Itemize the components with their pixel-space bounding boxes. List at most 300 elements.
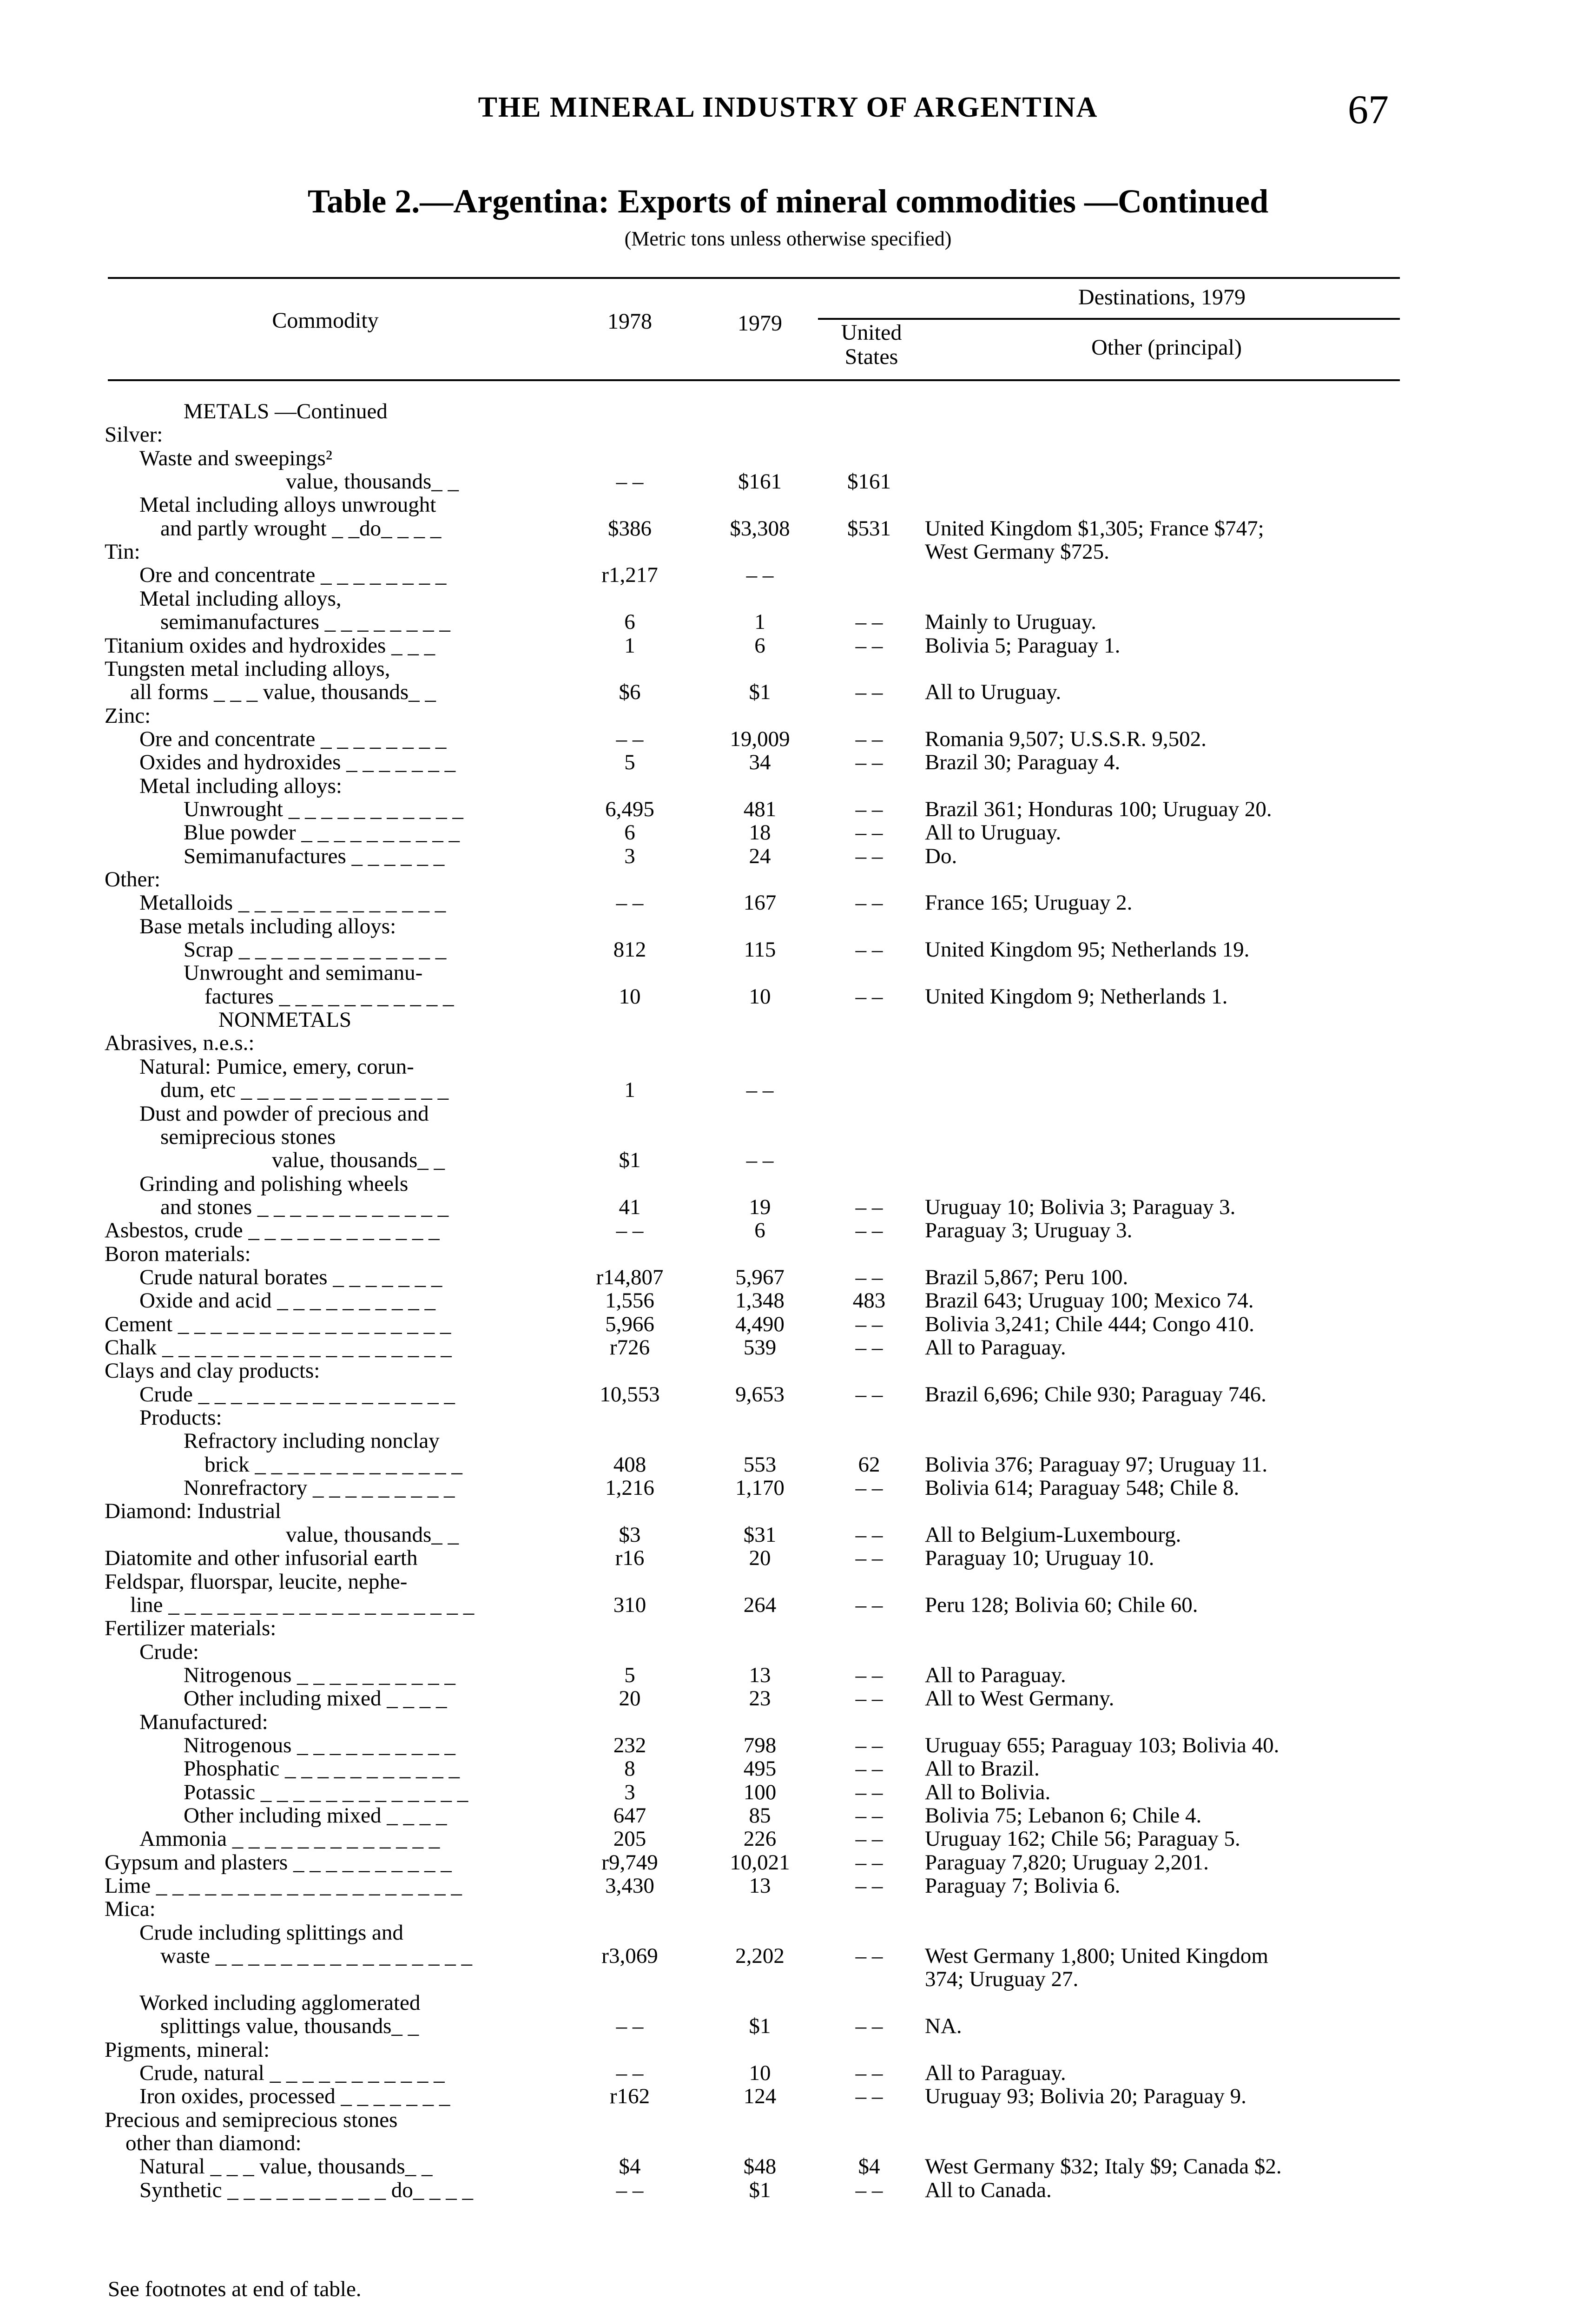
table-row <box>0 2131 1576 2156</box>
other-destinations-cell: Uruguay 93; Bolivia 20; Paraguay 9. <box>925 2084 1246 2109</box>
commodity-cell: Refractory including nonclay <box>184 1429 440 1453</box>
commodity-cell: Nitrogenous _ _ _ _ _ _ _ _ _ _ <box>184 1733 455 1757</box>
other-destinations-cell: Brazil 30; Paraguay 4. <box>925 750 1121 775</box>
united-states-cell: – – <box>855 1827 883 1851</box>
other-destinations-cell: All to Uruguay. <box>925 820 1062 845</box>
value-1978-cell: r726 <box>609 1335 650 1360</box>
commodity-cell: line _ _ _ _ _ _ _ _ _ _ _ _ _ _ _ _ _ _ _ <box>130 1592 475 1617</box>
commodity-cell: Nonrefractory _ _ _ _ _ _ _ _ _ <box>184 1476 455 1500</box>
commodity-cell: Other including mixed _ _ _ _ <box>184 1686 447 1711</box>
value-1979-cell: 226 <box>743 1827 777 1851</box>
table-row <box>0 1686 1576 1711</box>
value-1979-cell: 115 <box>744 938 776 962</box>
commodity-cell: Scrap _ _ _ _ _ _ _ _ _ _ _ _ _ <box>184 938 447 962</box>
value-1979-cell: 19,009 <box>730 726 790 751</box>
other-destinations-cell: All to Canada. <box>925 2178 1052 2202</box>
other-destinations-cell: United Kingdom 9; Netherlands 1. <box>925 984 1228 1009</box>
other-destinations-cell: Uruguay 655; Paraguay 103; Bolivia 40. <box>925 1733 1279 1757</box>
value-1978-cell: – – <box>616 891 644 915</box>
other-destinations-cell: Bolivia 5; Paraguay 1. <box>925 633 1121 658</box>
value-1978-cell: 205 <box>613 1827 646 1851</box>
commodity-cell: Pigments, mineral: <box>105 2037 270 2062</box>
united-states-cell: – – <box>855 1686 883 1711</box>
value-1978-cell: $386 <box>608 516 652 541</box>
commodity-cell: Fertilizer materials: <box>105 1616 277 1641</box>
united-states-cell: $531 <box>847 516 891 541</box>
col-commodity-header: Commodity <box>272 308 379 333</box>
col-1979-header: 1979 <box>738 311 782 336</box>
value-1978-cell: 812 <box>613 938 646 962</box>
value-1978-cell: 232 <box>613 1733 646 1757</box>
table-row <box>0 1358 1576 1383</box>
commodity-cell: Ore and concentrate _ _ _ _ _ _ _ _ <box>139 726 447 751</box>
commodity-cell: all forms _ _ _ value, thousands_ _ <box>130 680 436 705</box>
table-row <box>0 2014 1576 2039</box>
commodity-cell: Other: <box>105 867 161 891</box>
table-row <box>0 1288 1576 1313</box>
table-row <box>0 1077 1576 1103</box>
table-row <box>0 446 1576 471</box>
table-row <box>0 1382 1576 1407</box>
other-destinations-cell: All to Paraguay. <box>925 1663 1066 1687</box>
united-states-cell: – – <box>855 1265 883 1289</box>
commodity-cell: Cement _ _ _ _ _ _ _ _ _ _ _ _ _ _ _ _ _ <box>105 1312 451 1336</box>
table-row <box>0 1873 1576 1898</box>
value-1978-cell: 20 <box>619 1686 641 1711</box>
table-row <box>0 937 1576 962</box>
table-row <box>0 1335 1576 1360</box>
value-1979-cell: 34 <box>749 750 771 775</box>
commodity-cell: Crude including splittings and <box>139 1920 403 1945</box>
commodity-cell: Ammonia _ _ _ _ _ _ _ _ _ _ _ _ _ <box>139 1827 440 1851</box>
table-row <box>0 820 1576 845</box>
united-states-cell: – – <box>855 1733 883 1757</box>
commodity-cell: Chalk _ _ _ _ _ _ _ _ _ _ _ _ _ _ _ _ _ _ <box>105 1335 452 1360</box>
table-row <box>0 960 1576 985</box>
united-states-cell: – – <box>855 938 883 962</box>
value-1978-cell: $4 <box>619 2154 641 2179</box>
table-row <box>0 1733 1576 1758</box>
commodity-cell: factures _ _ _ _ _ _ _ _ _ _ _ <box>204 984 454 1009</box>
value-1978-cell: 8 <box>624 1756 635 1781</box>
value-1979-cell: 495 <box>743 1756 777 1781</box>
united-states-cell: – – <box>855 2084 883 2109</box>
other-destinations-cell: All to Bolivia. <box>925 1780 1051 1804</box>
united-states-cell: – – <box>855 984 883 1009</box>
commodity-cell: splittings value, thousands_ _ <box>160 2014 419 2039</box>
table-row <box>0 1218 1576 1243</box>
commodity-cell: Crude _ _ _ _ _ _ _ _ _ _ _ _ _ _ _ _ <box>139 1382 455 1406</box>
commodity-cell: Other including mixed _ _ _ _ <box>184 1803 447 1828</box>
value-1978-cell: 1,556 <box>605 1288 654 1313</box>
table-row <box>0 750 1576 775</box>
commodity-cell: Natural: Pumice, emery, corun- <box>139 1054 414 1079</box>
table-row <box>0 1428 1576 1453</box>
table-row <box>0 1896 1576 1921</box>
table-row <box>0 867 1576 892</box>
value-1979-cell: $161 <box>738 469 782 494</box>
value-1978-cell: $6 <box>619 680 641 705</box>
united-states-cell: – – <box>855 1312 883 1336</box>
united-states-cell: – – <box>855 1850 883 1875</box>
table-subtitle: (Metric tons unless otherwise specified) <box>624 227 952 250</box>
commodity-cell: Lime _ _ _ _ _ _ _ _ _ _ _ _ _ _ _ _ _ _ _ <box>105 1874 462 1898</box>
table-row <box>0 1241 1576 1267</box>
other-destinations-cell: West Germany 1,800; United Kingdom <box>925 1944 1268 1968</box>
table-row <box>0 492 1576 517</box>
value-1978-cell: – – <box>616 1218 644 1243</box>
table-row <box>0 1265 1576 1290</box>
value-1979-cell: 10,021 <box>730 1850 790 1875</box>
table-row <box>0 797 1576 822</box>
commodity-cell: Oxide and acid _ _ _ _ _ _ _ _ _ _ <box>139 1288 436 1313</box>
united-states-cell: – – <box>855 1663 883 1687</box>
value-1979-cell: 167 <box>743 891 777 915</box>
value-1978-cell: 6 <box>624 610 635 634</box>
table-row <box>0 1101 1576 1126</box>
commodity-cell: waste _ _ _ _ _ _ _ _ _ _ _ _ _ _ _ _ <box>160 1944 473 1968</box>
commodity-cell: Diatomite and other infusorial earth <box>105 1546 418 1571</box>
table-row <box>0 844 1576 869</box>
united-states-cell: – – <box>855 891 883 915</box>
table-row <box>0 1967 1576 1992</box>
table-title: Table 2.—Argentina: Exports of mineral commodities —Continued <box>307 183 1269 220</box>
united-states-cell: – – <box>855 1874 883 1898</box>
commodity-cell: Oxides and hydroxides _ _ _ _ _ _ _ <box>139 750 456 775</box>
table-row <box>0 399 1576 424</box>
united-states-cell: – – <box>855 797 883 821</box>
table-row <box>0 586 1576 611</box>
table-row <box>0 1195 1576 1220</box>
value-1979-cell: 85 <box>749 1803 771 1828</box>
united-states-cell: – – <box>855 1780 883 1804</box>
united-states-cell: – – <box>855 1592 883 1617</box>
commodity-cell: METALS —Continued <box>184 399 388 423</box>
commodity-cell: value, thousands_ _ <box>286 469 459 494</box>
col-destinations-header: Destinations, 1979 <box>1078 285 1246 310</box>
other-destinations-cell: Bolivia 376; Paraguay 97; Uruguay 11. <box>925 1452 1268 1477</box>
commodity-cell: Titanium oxides and hydroxides _ _ _ <box>105 633 435 658</box>
commodity-cell: Nitrogenous _ _ _ _ _ _ _ _ _ _ <box>184 1663 455 1687</box>
value-1979-cell: 18 <box>749 820 771 845</box>
value-1979-cell: 100 <box>743 1780 777 1804</box>
value-1979-cell: 19 <box>749 1195 771 1219</box>
table-row <box>0 1780 1576 1805</box>
value-1978-cell: 3 <box>624 1780 635 1804</box>
other-destinations-cell: United Kingdom $1,305; France $747; <box>925 516 1264 541</box>
value-1978-cell: 1,216 <box>605 1476 654 1500</box>
table-row <box>0 1569 1576 1594</box>
commodity-cell: Abrasives, n.e.s.: <box>105 1031 255 1056</box>
other-destinations-cell: Brazil 6,696; Chile 930; Paraguay 746. <box>925 1382 1266 1406</box>
value-1978-cell: r3,069 <box>601 1944 658 1968</box>
value-1979-cell: $1 <box>749 680 771 705</box>
united-states-cell: – – <box>855 1476 883 1500</box>
value-1979-cell: 9,653 <box>735 1382 785 1406</box>
table-row <box>0 1850 1576 1875</box>
united-states-cell: – – <box>855 1546 883 1571</box>
other-destinations-cell: 374; Uruguay 27. <box>925 1967 1079 1992</box>
table-row <box>0 1007 1576 1032</box>
value-1978-cell: 1 <box>624 1078 635 1103</box>
value-1979-cell: $1 <box>749 2014 771 2039</box>
commodity-cell: Metal including alloys, <box>139 586 342 611</box>
commodity-cell: and partly wrought _ _do_ _ _ _ <box>160 516 442 541</box>
commodity-cell: Crude: <box>139 1639 199 1664</box>
value-1978-cell: 5 <box>624 1663 635 1687</box>
value-1979-cell: – – <box>746 1148 774 1173</box>
table-row <box>0 726 1576 752</box>
commodity-cell: Metal including alloys: <box>139 773 342 798</box>
commodity-cell: Blue powder _ _ _ _ _ _ _ _ _ _ <box>184 820 460 845</box>
table-row <box>0 2037 1576 2062</box>
col-1978-header: 1978 <box>607 309 652 334</box>
united-states-cell: – – <box>855 726 883 751</box>
united-states-cell: – – <box>855 680 883 705</box>
value-1979-cell: 10 <box>749 2060 771 2085</box>
other-destinations-cell: Uruguay 162; Chile 56; Paraguay 5. <box>925 1827 1240 1851</box>
other-destinations-cell: Romania 9,507; U.S.S.R. 9,502. <box>925 726 1207 751</box>
table-row <box>0 1545 1576 1571</box>
value-1979-cell: 1,170 <box>735 1476 785 1500</box>
commodity-cell: Zinc: <box>105 703 151 728</box>
value-1978-cell: r16 <box>615 1546 645 1571</box>
table-row <box>0 2084 1576 2109</box>
value-1978-cell: 408 <box>613 1452 646 1477</box>
value-1979-cell: $3,308 <box>730 516 790 541</box>
other-destinations-cell: Do. <box>925 844 957 868</box>
united-states-cell: – – <box>855 1195 883 1219</box>
other-destinations-cell: All to West Germany. <box>925 1686 1114 1711</box>
table-row <box>0 1499 1576 1524</box>
table-row <box>0 633 1576 658</box>
commodity-cell: Feldspar, fluorspar, leucite, nephe- <box>105 1569 408 1594</box>
table-row <box>0 1452 1576 1477</box>
table-row <box>0 562 1576 588</box>
value-1979-cell: 5,967 <box>735 1265 785 1289</box>
commodity-cell: Silver: <box>105 423 163 447</box>
commodity-cell: value, thousands_ _ <box>272 1148 445 1173</box>
united-states-cell: – – <box>855 750 883 775</box>
value-1978-cell: $1 <box>619 1148 641 1173</box>
table-row <box>0 469 1576 494</box>
value-1979-cell: – – <box>746 1078 774 1103</box>
table-row <box>0 914 1576 939</box>
table-row <box>0 2154 1576 2179</box>
table-row <box>0 1475 1576 1500</box>
united-states-cell: 62 <box>858 1452 880 1477</box>
table-row <box>0 1639 1576 1664</box>
commodity-cell: Mica: <box>105 1897 156 1921</box>
table-row <box>0 1943 1576 1968</box>
other-destinations-cell: Mainly to Uruguay. <box>925 610 1096 634</box>
united-states-cell: – – <box>855 2060 883 2085</box>
table-row <box>0 2060 1576 2086</box>
value-1978-cell: 6 <box>624 820 635 845</box>
value-1978-cell: 310 <box>613 1592 646 1617</box>
value-1978-cell: 41 <box>619 1195 641 1219</box>
other-destinations-cell: West Germany $32; Italy $9; Canada $2. <box>925 2154 1282 2179</box>
table-row <box>0 2178 1576 2203</box>
other-destinations-cell: All to Belgium-Luxembourg. <box>925 1522 1181 1547</box>
value-1979-cell: – – <box>746 563 774 588</box>
united-states-cell: – – <box>855 1218 883 1243</box>
value-1978-cell: 1 <box>624 633 635 658</box>
value-1978-cell: – – <box>616 2060 644 2085</box>
united-states-cell: – – <box>855 2178 883 2202</box>
value-1978-cell: 10 <box>619 984 641 1009</box>
table-row <box>0 1312 1576 1337</box>
table-row <box>0 1710 1576 1735</box>
commodity-cell: NONMETALS <box>218 1008 352 1032</box>
commodity-cell: Waste and sweepings² <box>139 446 332 470</box>
value-1979-cell: 6 <box>754 633 765 658</box>
united-states-cell: – – <box>855 2014 883 2039</box>
value-1978-cell: – – <box>616 726 644 751</box>
value-1979-cell: 20 <box>749 1546 771 1571</box>
value-1979-cell: 124 <box>743 2084 777 2109</box>
value-1978-cell: 5 <box>624 750 635 775</box>
united-states-cell: – – <box>855 633 883 658</box>
commodity-cell: Tungsten metal including alloys, <box>105 656 390 681</box>
commodity-cell: semiprecious stones <box>160 1124 336 1149</box>
commodity-cell: Grinding and polishing wheels <box>139 1171 409 1196</box>
value-1978-cell: r9,749 <box>601 1850 658 1875</box>
other-destinations-cell: France 165; Uruguay 2. <box>925 891 1133 915</box>
united-states-cell: $4 <box>858 2154 880 2179</box>
table-row <box>0 1405 1576 1430</box>
other-destinations-cell: All to Paraguay. <box>925 1335 1066 1360</box>
other-destinations-cell: Paraguay 7,820; Uruguay 2,201. <box>925 1850 1209 1875</box>
table-row <box>0 1148 1576 1173</box>
table-row <box>0 1616 1576 1641</box>
united-states-cell: – – <box>855 1335 883 1360</box>
commodity-cell: Ore and concentrate _ _ _ _ _ _ _ _ <box>139 563 447 588</box>
united-states-cell: – – <box>855 610 883 634</box>
table-row <box>0 1803 1576 1828</box>
table-row <box>0 1920 1576 1945</box>
value-1978-cell: 3 <box>624 844 635 868</box>
other-destinations-cell: Brazil 5,867; Peru 100. <box>925 1265 1128 1289</box>
commodity-cell: Manufactured: <box>139 1710 268 1734</box>
commodity-cell: Diamond: Industrial <box>105 1499 281 1524</box>
commodity-cell: Crude, natural _ _ _ _ _ _ _ _ _ _ _ <box>139 2060 445 2085</box>
other-destinations-cell: NA. <box>925 2014 962 2039</box>
commodity-cell: brick _ _ _ _ _ _ _ _ _ _ _ _ _ <box>204 1452 462 1477</box>
value-1978-cell: r1,217 <box>601 563 658 588</box>
other-destinations-cell: All to Uruguay. <box>925 680 1062 705</box>
col-united-states-header: United States <box>841 320 902 369</box>
united-states-cell: – – <box>855 1522 883 1547</box>
table-row <box>0 1054 1576 1079</box>
table-row <box>0 984 1576 1009</box>
value-1978-cell: – – <box>616 469 644 494</box>
value-1978-cell: r162 <box>609 2084 650 2109</box>
table-row <box>0 422 1576 447</box>
page-number: 67 <box>1348 87 1389 132</box>
other-destinations-cell: West Germany $725. <box>925 540 1109 564</box>
commodity-cell: Unwrought _ _ _ _ _ _ _ _ _ _ _ <box>184 797 463 821</box>
other-destinations-cell: Peru 128; Bolivia 60; Chile 60. <box>925 1592 1198 1617</box>
commodity-cell: Base metals including alloys: <box>139 914 396 938</box>
other-destinations-cell: All to Brazil. <box>925 1756 1040 1781</box>
other-destinations-cell: Brazil 361; Honduras 100; Uruguay 20. <box>925 797 1272 821</box>
united-states-cell: 483 <box>852 1288 886 1313</box>
other-destinations-cell: Paraguay 10; Uruguay 10. <box>925 1546 1154 1571</box>
other-destinations-cell: Paraguay 3; Uruguay 3. <box>925 1218 1133 1243</box>
commodity-cell: Semimanufactures _ _ _ _ _ _ <box>184 844 445 868</box>
united-states-cell: – – <box>855 1803 883 1828</box>
united-states-cell: – – <box>855 1944 883 1968</box>
value-1979-cell: $48 <box>743 2154 777 2179</box>
commodity-cell: Tin: <box>105 540 140 564</box>
table-row <box>0 2107 1576 2133</box>
value-1978-cell: 10,553 <box>600 1382 660 1406</box>
commodity-cell: Potassic _ _ _ _ _ _ _ _ _ _ _ _ _ <box>184 1780 468 1804</box>
commodity-cell: Clays and clay products: <box>105 1359 320 1383</box>
value-1979-cell: 4,490 <box>735 1312 785 1336</box>
commodity-cell: Precious and semiprecious stones <box>105 2107 398 2132</box>
table-row <box>0 539 1576 564</box>
table-row <box>0 890 1576 915</box>
commodity-cell: Products: <box>139 1406 222 1430</box>
value-1979-cell: 24 <box>749 844 771 868</box>
table-footnote: See footnotes at end of table. <box>108 2277 362 2301</box>
table-row <box>0 1522 1576 1547</box>
table-row <box>0 656 1576 681</box>
commodity-cell: other than diamond: <box>125 2131 302 2155</box>
value-1979-cell: 539 <box>743 1335 777 1360</box>
commodity-cell: Synthetic _ _ _ _ _ _ _ _ _ _ do_ _ _ _ <box>139 2178 474 2202</box>
commodity-cell: Metal including alloys unwrought <box>139 493 436 517</box>
other-destinations-cell: Bolivia 614; Paraguay 548; Chile 8. <box>925 1476 1240 1500</box>
value-1978-cell: $3 <box>619 1522 641 1547</box>
commodity-cell: Crude natural borates _ _ _ _ _ _ _ <box>139 1265 442 1289</box>
other-destinations-cell: Bolivia 75; Lebanon 6; Chile 4. <box>925 1803 1202 1828</box>
value-1978-cell: 3,430 <box>605 1874 654 1898</box>
commodity-cell: Metalloids _ _ _ _ _ _ _ _ _ _ _ _ _ <box>139 891 446 915</box>
commodity-cell: Natural _ _ _ value, thousands_ _ <box>139 2154 433 2179</box>
value-1978-cell: 5,966 <box>605 1312 654 1336</box>
commodity-cell: Gypsum and plasters _ _ _ _ _ _ _ _ _ _ <box>105 1850 452 1875</box>
table-row <box>0 1124 1576 1149</box>
table-row <box>0 1030 1576 1056</box>
running-title: THE MINERAL INDUSTRY OF ARGENTINA <box>478 92 1098 123</box>
value-1979-cell: 6 <box>754 1218 765 1243</box>
value-1979-cell: 1 <box>754 610 765 634</box>
commodity-cell: semimanufactures _ _ _ _ _ _ _ _ <box>160 610 450 634</box>
table-row <box>0 773 1576 799</box>
table-row <box>0 703 1576 728</box>
table-row <box>0 1663 1576 1688</box>
commodity-cell: Iron oxides, processed _ _ _ _ _ _ _ <box>139 2084 450 2109</box>
col-other-header: Other (principal) <box>1091 335 1242 360</box>
commodity-cell: Boron materials: <box>105 1241 251 1266</box>
commodity-cell: Phosphatic _ _ _ _ _ _ _ _ _ _ _ <box>184 1756 460 1781</box>
value-1979-cell: 23 <box>749 1686 771 1711</box>
other-destinations-cell: Uruguay 10; Bolivia 3; Paraguay 3. <box>925 1195 1236 1219</box>
united-states-cell: – – <box>855 844 883 868</box>
value-1979-cell: 553 <box>743 1452 777 1477</box>
value-1979-cell: 13 <box>749 1874 771 1898</box>
value-1979-cell: $31 <box>743 1522 777 1547</box>
value-1979-cell: 2,202 <box>735 1944 785 1968</box>
other-destinations-cell: Paraguay 7; Bolivia 6. <box>925 1874 1121 1898</box>
united-states-cell: – – <box>855 820 883 845</box>
commodity-cell: dum, etc _ _ _ _ _ _ _ _ _ _ _ _ _ <box>160 1078 449 1103</box>
table-row <box>0 1171 1576 1196</box>
united-states-cell: – – <box>855 1382 883 1406</box>
